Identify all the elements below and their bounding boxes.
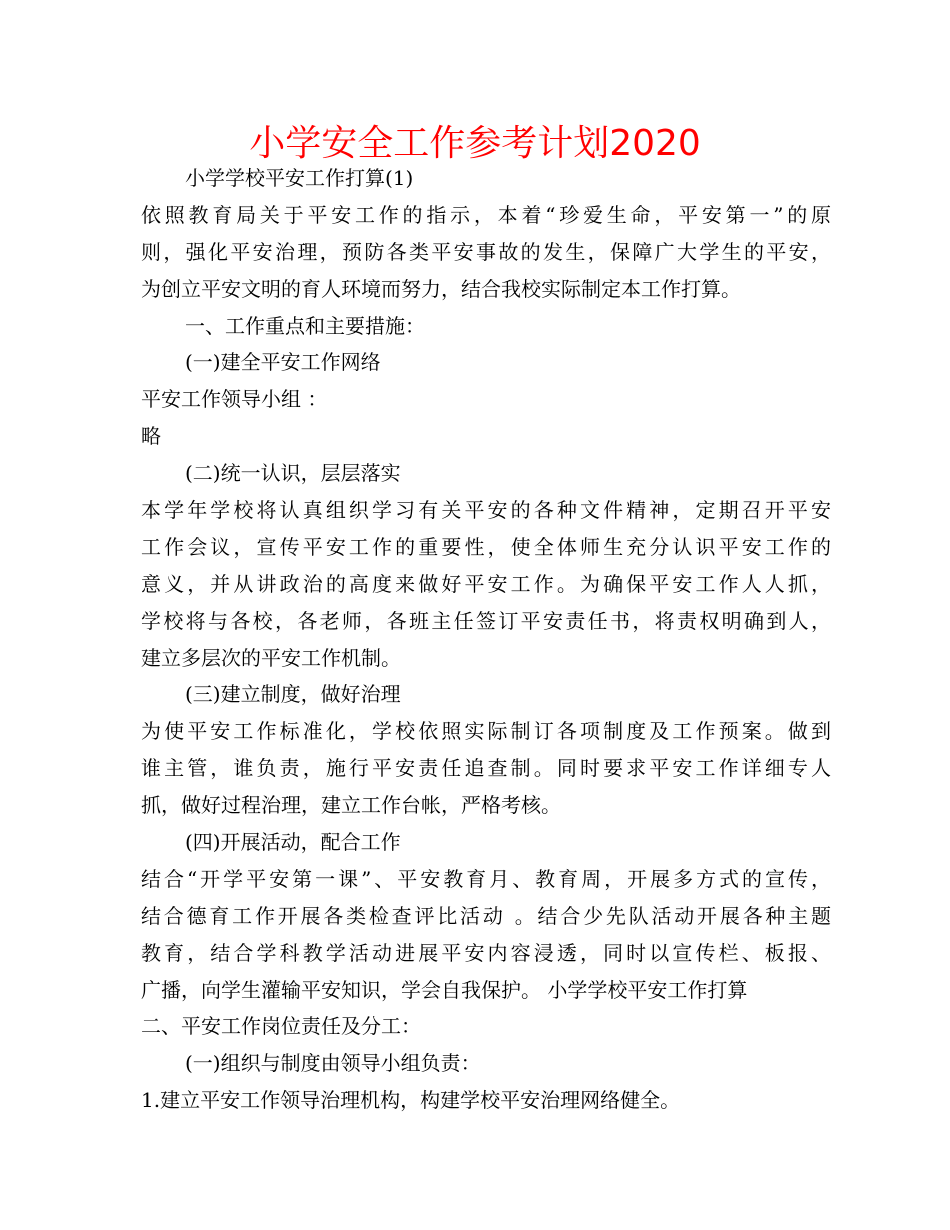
paragraph-line: 为使平安工作标准化，学校依照实际制订各项制度及工作预案。做到 xyxy=(141,719,831,744)
paragraph-line: 则，强化平安治理，预防各类平安事故的发生，保障广大学生的平安， xyxy=(141,239,831,264)
section-heading: 二、平安工作岗位责任及分工： xyxy=(141,1014,421,1039)
paragraph-line: 教育，结合学科教学活动进展平安内容浸透，同时以宣传栏、板报、 xyxy=(141,940,831,965)
paragraph-line: 平安工作领导小组 ： xyxy=(141,387,328,412)
subsection-heading: (四)开展活动，配合工作 xyxy=(185,830,401,855)
paragraph-line: 结合“开学平安第一课”、平安教育月、教育周，开展多方式的宣传， xyxy=(141,866,831,891)
paragraph-line: 结合德育工作开展各类检查评比活动 。结合少先队活动开展各种主题 xyxy=(141,903,831,928)
paragraph-line: 意义，并从讲政治的高度来做好平安工作。为确保平安工作人人抓， xyxy=(141,571,831,596)
paragraph-line: 工作会议，宣传平安工作的重要性，使全体师生充分认识平安工作的 xyxy=(141,534,831,559)
subsection-heading: (一)建全平安工作网络 xyxy=(185,350,381,375)
paragraph-line: 本学年学校将认真组织学习有关平安的各种文件精神，定期召开平安 xyxy=(141,498,831,523)
paragraph-line: 谁主管，谁负责，施行平安责任追查制。同时要求平安工作详细专人 xyxy=(141,756,831,781)
document-body xyxy=(141,160,831,1119)
subsection-heading: (二)统一认识，层层落实 xyxy=(185,461,401,486)
list-item: 1.建立平安工作领导治理机构，构建学校平安治理网络健全。 xyxy=(141,1088,681,1113)
paragraph-line: 依照教育局关于平安工作的指示，本着“珍爱生命，平安第一”的原 xyxy=(141,202,831,227)
subsection-heading: (一)组织与制度由领导小组负责： xyxy=(185,1051,481,1076)
section-heading: 一、工作重点和主要措施： xyxy=(185,313,425,338)
paragraph-line: 略 xyxy=(141,424,161,449)
paragraph-line: 学校将与各校，各老师，各班主任签订平安责任书，将责权明确到人， xyxy=(141,608,831,633)
document-title: 小学安全工作参考计划2020 xyxy=(249,123,701,164)
subsection-heading: (三)建立制度，做好治理 xyxy=(185,682,401,707)
paragraph-line: 建立多层次的平安工作机制。 xyxy=(141,645,401,670)
paragraph-line: 抓，做好过程治理，建立工作台帐，严格考核。 xyxy=(141,793,561,818)
paragraph-line: 为创立平安文明的育人环境而努力，结合我校实际制定本工作打算。 xyxy=(141,276,741,301)
section-heading: 小学学校平安工作打算(1) xyxy=(185,166,414,190)
paragraph-line: 广播，向学生灌输平安知识，学会自我保护。 小学学校平安工作打算 xyxy=(141,977,748,1002)
